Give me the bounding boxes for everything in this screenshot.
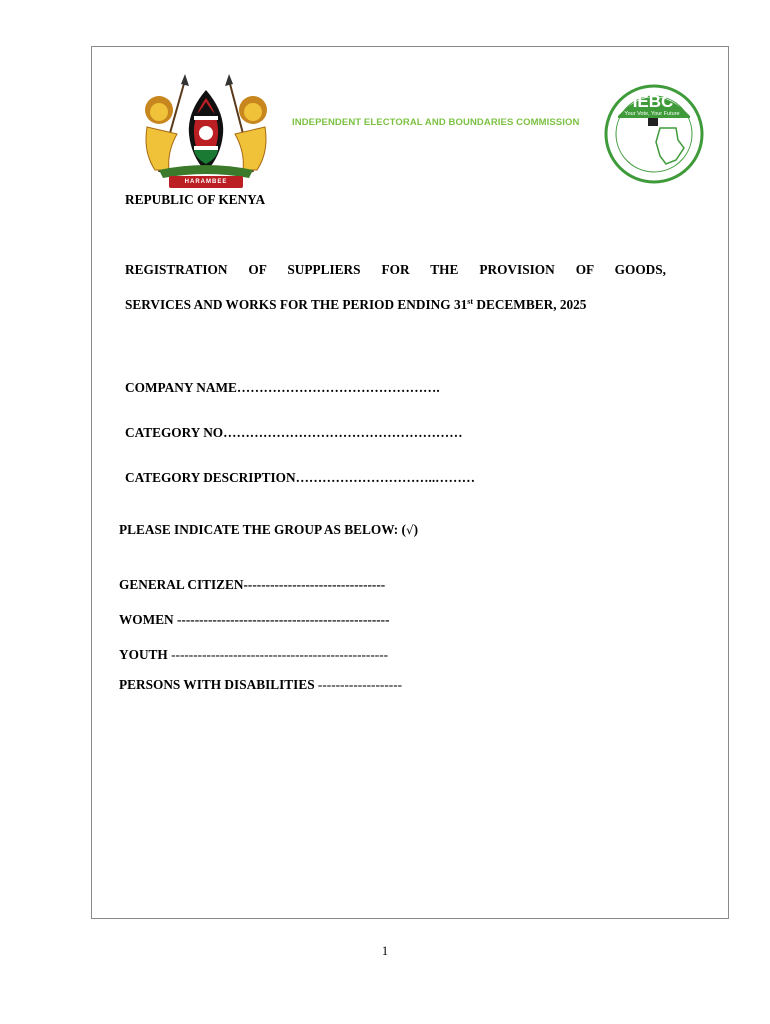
checkmark-icon: √ xyxy=(405,523,414,537)
group-pwd-label: PERSONS WITH DISABILITIES xyxy=(119,677,315,692)
group-pwd-dashes: ------------------- xyxy=(314,677,403,692)
coat-of-arms-motto: HARAMBEE xyxy=(184,179,228,185)
country-heading: REPUBLIC OF KENYA xyxy=(125,192,266,207)
group-women: WOMEN ------------------------------------------------ xyxy=(119,612,390,627)
group-youth-dashes: ------------------------------------------------- xyxy=(167,647,389,662)
group-instruction-close: ) xyxy=(413,522,419,537)
company-name-field: COMPANY NAME………………………………………. xyxy=(125,380,440,395)
category-no-field: CATEGORY NO……………………………………………… xyxy=(125,425,463,440)
page-number: 1 xyxy=(381,944,389,958)
group-instruction-text: PLEASE INDICATE THE GROUP AS BELOW: ( xyxy=(119,522,406,537)
iebc-logo-text: IEBC xyxy=(632,92,674,111)
title-line-2 xyxy=(125,297,586,313)
group-general-citizen: GENERAL CITIZEN-------------------------------- xyxy=(119,577,386,592)
group-pwd xyxy=(119,677,402,693)
group-instruction xyxy=(119,522,418,538)
group-youth xyxy=(119,647,388,663)
group-youth-label: YOUTH xyxy=(119,647,168,662)
title-line-2-post: DECEMBER, 2025 xyxy=(473,297,587,312)
kenya-coat-of-arms-logo xyxy=(137,72,275,192)
title-line-2-sup: st xyxy=(467,297,474,306)
title-line-2-pre: SERVICES AND WORKS FOR THE PERIOD ENDING 31 xyxy=(125,297,468,312)
title-line-1: REGISTRATION OF SUPPLIERS FOR THE PROVISION OF GOODS, xyxy=(125,262,666,277)
iebc-tagline: Your Vote, Your Future xyxy=(624,111,680,117)
commission-banner: INDEPENDENT ELECTORAL AND BOUNDARIES COMMISSION xyxy=(292,117,580,128)
category-description-field: CATEGORY DESCRIPTION…………………………..……… xyxy=(125,470,476,485)
